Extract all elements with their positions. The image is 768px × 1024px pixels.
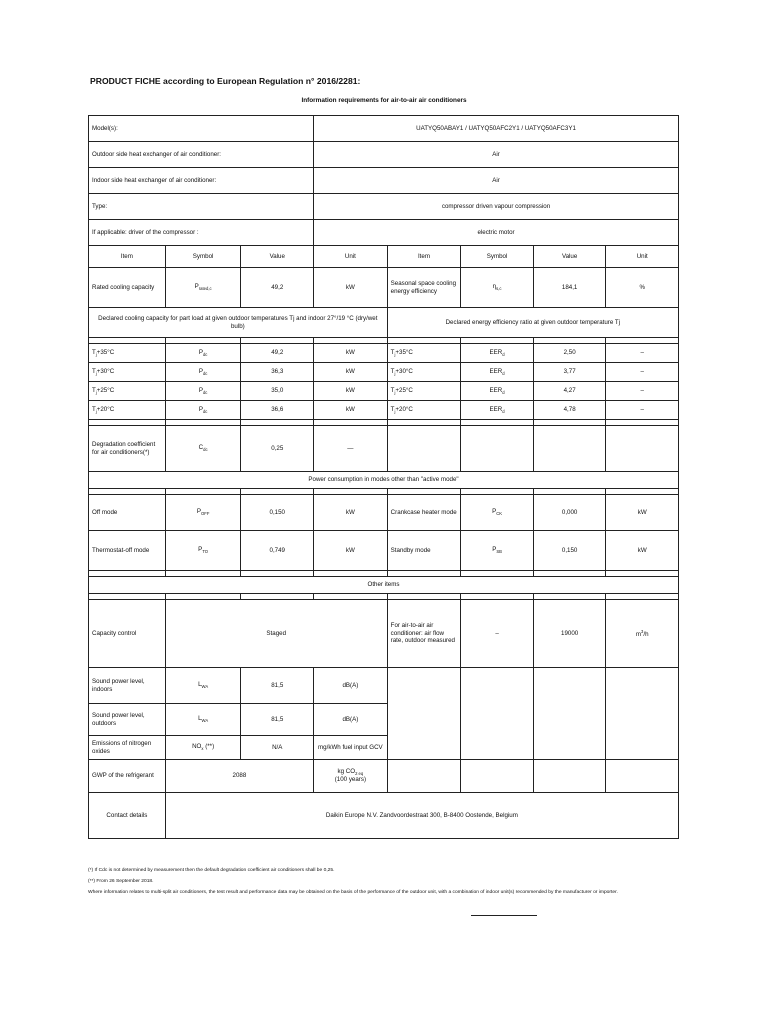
pdc-symbol: $P_{dc}$: [165, 401, 241, 420]
sound-indoor-label: Sound power level, indoors: [89, 668, 166, 704]
off-mode-unit: kW: [314, 495, 388, 531]
col-header-value: Value: [533, 246, 606, 268]
power-section-header: [89, 472, 679, 489]
standby-unit: kW: [606, 531, 679, 571]
pdc-symbol: $P_{dc}$: [165, 363, 241, 382]
eer-unit: –: [606, 363, 679, 382]
other-section-title: Other items: [89, 577, 679, 594]
degradation-unit: —: [314, 426, 388, 472]
degradation-symbol: $C_{dc}$: [165, 426, 241, 472]
rated-cooling-unit: kW: [314, 268, 388, 308]
declared-eer-note: Declared energy efficiency ratio at given outdoor temperature Tj: [387, 308, 678, 338]
indoor-value: Air: [314, 168, 679, 194]
driver-row: [89, 220, 679, 246]
airflow-label: For air-to-air air conditioner: air flow rate, outdoor measured: [387, 600, 461, 668]
off-mode-symbol: $P_{OFF}$: [165, 495, 241, 531]
outdoor-value: Air: [314, 142, 679, 168]
indoor-label: Indoor side heat exchanger of air conditioner:: [89, 168, 314, 194]
eer-unit: –: [606, 382, 679, 401]
capacity-control-label: Capacity control: [89, 600, 166, 668]
col-header-symbol: Symbol: [165, 246, 241, 268]
driver-value: electric motor: [314, 220, 679, 246]
temp-row: [89, 344, 679, 363]
tj-label: $T_j+35^\circ C$: [89, 344, 166, 363]
eer-unit: –: [606, 401, 679, 420]
nox-label: Emissions of nitrogen oxides: [89, 736, 166, 760]
document-subtitle: Information requirements for air-to-air air conditioners: [301, 97, 467, 104]
degradation-label: Degradation coefficient for air conditioners(*): [89, 426, 166, 472]
col-header-value: Value: [241, 246, 314, 268]
thermostat-symbol: $P_{TO}$: [165, 531, 241, 571]
off-mode-row: [89, 495, 679, 531]
power-section-title: Power consumption in modes other than "active mode": [89, 472, 679, 489]
sound-indoor-row: [89, 668, 679, 704]
pdc-unit: kW: [314, 344, 388, 363]
seasonal-efficiency-value: 184,1: [533, 268, 606, 308]
crankcase-value: 0,000: [533, 495, 606, 531]
degradation-row: [89, 426, 679, 472]
col-header-unit: Unit: [314, 246, 388, 268]
declared-capacity-note: Declared cooling capacity for part load at given outdoor temperatures Tj and indoor 27°/19 °C (dry/wet bulb): [89, 308, 388, 338]
contact-label: Contact details: [89, 793, 166, 839]
seasonal-efficiency-symbol: $\eta_{s,c}$: [461, 268, 534, 308]
sound-indoor-value: 81,5: [241, 668, 314, 704]
nox-value: N/A: [241, 736, 314, 760]
pdc-symbol: $P_{dc}$: [165, 344, 241, 363]
rated-cooling-symbol: $P_{rated,c}$: [165, 268, 241, 308]
eer-unit: –: [606, 344, 679, 363]
driver-label: If applicable: driver of the compressor :: [89, 220, 314, 246]
airflow-unit: $m^3/h$: [606, 600, 679, 668]
temp-row: [89, 382, 679, 401]
models-value: UATYQ50ABAY1 / UATYQ50AFC2Y1 / UATYQ50AFC3Y1: [314, 116, 679, 142]
crankcase-unit: kW: [606, 495, 679, 531]
col-header-unit: Unit: [606, 246, 679, 268]
standby-value: 0,150: [533, 531, 606, 571]
fiche-table: [88, 115, 679, 839]
tj-label: $T_j+35^\circ C$: [387, 344, 461, 363]
type-row: [89, 194, 679, 220]
type-value: compressor driven vapour compression: [314, 194, 679, 220]
rated-cooling-label: Rated cooling capacity: [89, 268, 166, 308]
gwp-value: 2088: [165, 760, 313, 793]
models-row: [89, 116, 679, 142]
crankcase-symbol: $P_{CK}$: [461, 495, 534, 531]
col-header-symbol: Symbol: [461, 246, 534, 268]
sound-indoor-unit: dB(A): [314, 668, 388, 704]
pdc-value: 35,0: [241, 382, 314, 401]
indoor-row: [89, 168, 679, 194]
thermostat-unit: kW: [314, 531, 388, 571]
gwp-unit: kg $CO_{2 eq}$ (100 years): [314, 760, 388, 793]
col-header-item: Item: [387, 246, 461, 268]
airflow-value: 19000: [533, 600, 606, 668]
tj-label: $T_j+30^\circ C$: [89, 363, 166, 382]
outdoor-label: Outdoor side heat exchanger of air conditioner:: [89, 142, 314, 168]
outdoor-row: [89, 142, 679, 168]
contact-value: Daikin Europe N.V. Zandvoordestraat 300, B-8400 Oostende, Belgium: [165, 793, 678, 839]
signature-line: [471, 915, 537, 916]
temp-row: [89, 401, 679, 420]
eer-value: 2,50: [533, 344, 606, 363]
nox-symbol: $NO_x$ (**): [165, 736, 241, 760]
sound-outdoor-label: Sound power level, outdoors: [89, 704, 166, 736]
rated-cooling-value: 49,2: [241, 268, 314, 308]
temp-row: [89, 363, 679, 382]
pdc-unit: kW: [314, 382, 388, 401]
eer-value: 4,27: [533, 382, 606, 401]
footnote-cdc: (*) If Cdc is not determined by measurement then the default degradation coefficient air conditioners shall be 0,25.: [88, 868, 335, 873]
col-header-item: Item: [89, 246, 166, 268]
rated-row: [89, 268, 679, 308]
thermostat-value: 0,749: [241, 531, 314, 571]
standby-label: Standby mode: [387, 531, 461, 571]
eer-value: 3,77: [533, 363, 606, 382]
pdc-unit: kW: [314, 363, 388, 382]
eer-symbol: $EER_d$: [461, 363, 534, 382]
eer-value: 4,78: [533, 401, 606, 420]
sound-outdoor-unit: dB(A): [314, 704, 388, 736]
tj-label: $T_j+30^\circ C$: [387, 363, 461, 382]
contact-row: [89, 793, 679, 839]
column-header-row: [89, 246, 679, 268]
gwp-row: [89, 760, 679, 793]
tj-label: $T_j+25^\circ C$: [89, 382, 166, 401]
tj-label: $T_j+20^\circ C$: [89, 401, 166, 420]
capacity-control-row: [89, 600, 679, 668]
other-section-header: [89, 577, 679, 594]
sound-outdoor-value: 81,5: [241, 704, 314, 736]
sound-indoor-symbol: $L_{WA}$: [165, 668, 241, 704]
models-label: Model(s):: [89, 116, 314, 142]
gwp-label: GWP of the refrigerant: [89, 760, 166, 793]
footnote-date: (**) From 26 September 2018.: [88, 879, 154, 884]
crankcase-label: Crankcase heater mode: [387, 495, 461, 531]
thermostat-row: [89, 531, 679, 571]
nox-unit: mg/kWh fuel input GCV: [314, 736, 388, 760]
eer-symbol: $EER_d$: [461, 401, 534, 420]
standby-symbol: $P_{SB}$: [461, 531, 534, 571]
degradation-value: 0,25: [241, 426, 314, 472]
pdc-value: 36,6: [241, 401, 314, 420]
pdc-symbol: $P_{dc}$: [165, 382, 241, 401]
airflow-symbol: –: [461, 600, 534, 668]
pdc-value: 49,2: [241, 344, 314, 363]
thermostat-label: Thermostat-off mode: [89, 531, 166, 571]
off-mode-label: Off mode: [89, 495, 166, 531]
capacity-control-value: Staged: [165, 600, 387, 668]
pdc-value: 36,3: [241, 363, 314, 382]
pdc-unit: kW: [314, 401, 388, 420]
tj-label: $T_j+20^\circ C$: [387, 401, 461, 420]
eer-symbol: $EER_d$: [461, 344, 534, 363]
sound-outdoor-symbol: $L_{WA}$: [165, 704, 241, 736]
seasonal-efficiency-unit: %: [606, 268, 679, 308]
type-label: Type:: [89, 194, 314, 220]
seasonal-efficiency-label: Seasonal space cooling energy efficiency: [387, 268, 461, 308]
off-mode-value: 0,150: [241, 495, 314, 531]
declared-row: [89, 308, 679, 338]
tj-label: $T_j+25^\circ C$: [387, 382, 461, 401]
document-title: PRODUCT FICHE according to European Regulation n° 2016/2281:: [90, 76, 361, 86]
footnote-multisplit: Where information relates to multi-split air conditioners, the test result and performance data may be obtained on the basis of the performance of the outdoor unit, with a combination of indoor unit(s) recommended by the manufacturer or importer.: [88, 890, 618, 895]
eer-symbol: $EER_d$: [461, 382, 534, 401]
